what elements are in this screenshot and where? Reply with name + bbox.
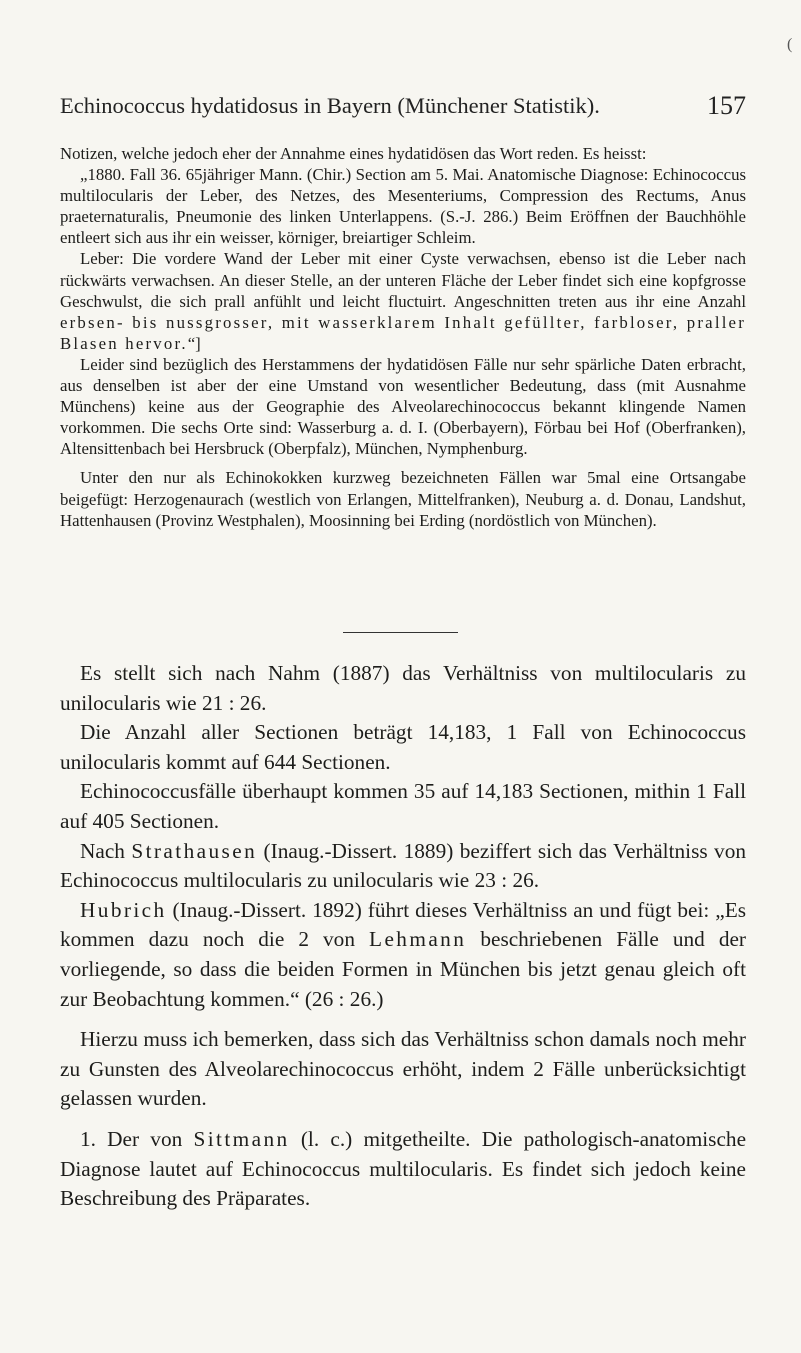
text: Es stellt sich nach	[80, 661, 256, 685]
paragraph-section-count: Die Anzahl aller Sectionen beträgt 14,183, 1 Fall von Echinococcus unilocularis kommt auf 644 Sectionen.	[60, 720, 746, 774]
paragraph-locations: Unter den nur als Echinokokken kurzweg bezeichneten Fällen war 5mal eine Ortsangabe beigefügt: Herzogenaurach (westlich von Erlangen, Mittelfranken), Neuburg a. d. Donau, Landshut, Hattenhausen (Provinz Westphalen), Moosinning bei Erding (nordöstlich von München).	[60, 468, 746, 530]
text: (Inaug.-Dissert. 1892) führt dieses Verhältniss an und fügt bei: „Es kommen dazu noch die 2 von	[60, 897, 746, 952]
author-name: Strathausen	[131, 838, 258, 863]
page-number: 157	[707, 91, 746, 120]
paragraph-hubrich	[60, 896, 746, 1014]
text: (1887) das Verhältniss von multilocularis zu unilocularis wie 21 : 26.	[60, 661, 747, 715]
paragraph-strathausen	[60, 837, 746, 896]
text: (l. c.) mitgetheilte. Die pathologisch-anatomische Diagnose lautet auf Echinococcus multilocularis. Es findet sich jedoch keine Beschreibung des Präparates.	[60, 1126, 747, 1211]
author-name: Hubrich	[80, 897, 167, 922]
paragraph-sittmann	[60, 1125, 746, 1214]
liver-text: Leber: Die vordere Wand der Leber mit einer Cyste verwachsen, ebenso ist die Leber nach rückwärts verwachsen. An dieser Stelle, an der unteren Fläche der Leber findet sich eine kopfgrosse Geschwulst, die sich prall anfühlt und leicht fluctuirt. Angeschnitten treten aus ihr eine Anzahl	[60, 249, 746, 311]
paragraph-liver-description	[60, 248, 746, 353]
author-name: Nahm	[268, 661, 321, 685]
running-title: Echinococcus hydatidosus in Bayern (Münchener Statistik).	[60, 93, 600, 118]
text: 1. Der von	[80, 1126, 183, 1151]
text: (Inaug.-Dissert. 1889) beziffert sich das Verhältniss von Echinococcus multilocularis zu unilocularis wie 23 : 26.	[60, 838, 747, 893]
text: beschriebenen Fälle und der vorliegende, so dass die beiden Formen in München bis jetzt genau gleich oft zur Beobachtung kommen.“ (26 : 26.)	[60, 927, 747, 1011]
paragraph-origin-data: Leider sind bezüglich des Herstammens der hydatidösen Fälle nur sehr spärliche Daten erbracht, aus denselben ist aber der eine Umstand von wesentlicher Bedeutung, dass (mit Ausnahme Münchens) keine aus der Geographie des Alveolarechinococcus bekannt klingende Namen vorkommen. Die sechs Orte sind: Wasserburg a. d. I. (Oberbayern), Förbau bei Hof (Oberfranken), Altensittenbach bei Hersbruck (Oberpfalz), München, Nymphenburg.	[60, 354, 746, 459]
corner-mark: (	[787, 36, 793, 53]
spaced-emphasis: erbsen- bis nussgrosser, mit wasserklarem Inhalt gefüllter, farbloser, praller Blasen hervor.	[60, 312, 746, 353]
paragraph-echinococcus-cases: Echinococcusfälle überhaupt kommen 35 auf 14,183 Sectionen, mithin 1 Fall auf 405 Sectionen.	[60, 779, 746, 833]
paragraph-remark: Hierzu muss ich bemerken, dass sich das Verhältniss schon damals noch mehr zu Gunsten des Alveolarechinococcus erhöht, indem 2 Fälle unberücksichtigt gelassen wurden.	[60, 1027, 746, 1111]
text: Nach	[80, 838, 125, 863]
paragraph-nahm	[60, 659, 746, 718]
paragraph-case-record: „1880. Fall 36. 65jähriger Mann. (Chir.) Section am 5. Mai. Anatomische Diagnose: Echinococcus multilocularis der Leber, des Netzes, des Mesenteriums, Compression des Rectums, Anus praeternaturalis, Pneumonie des linken Unterlappens. (S.-J. 286.) Beim Eröffnen der Bauchhöhle entleert sich aus ihr ein weisser, körniger, breiartiger Schleim.	[60, 165, 746, 248]
section-divider	[343, 632, 458, 633]
author-name: Lehmann	[369, 927, 467, 952]
closing-quote: “]	[187, 333, 201, 353]
main-text-section	[60, 659, 746, 1214]
paragraph-intro: Notizen, welche jedoch eher der Annahme eines hydatidösen das Wort reden. Es heisst:	[60, 144, 647, 163]
small-print-section	[60, 143, 746, 531]
page-header	[60, 93, 746, 125]
author-name: Sittmann	[193, 1126, 290, 1151]
